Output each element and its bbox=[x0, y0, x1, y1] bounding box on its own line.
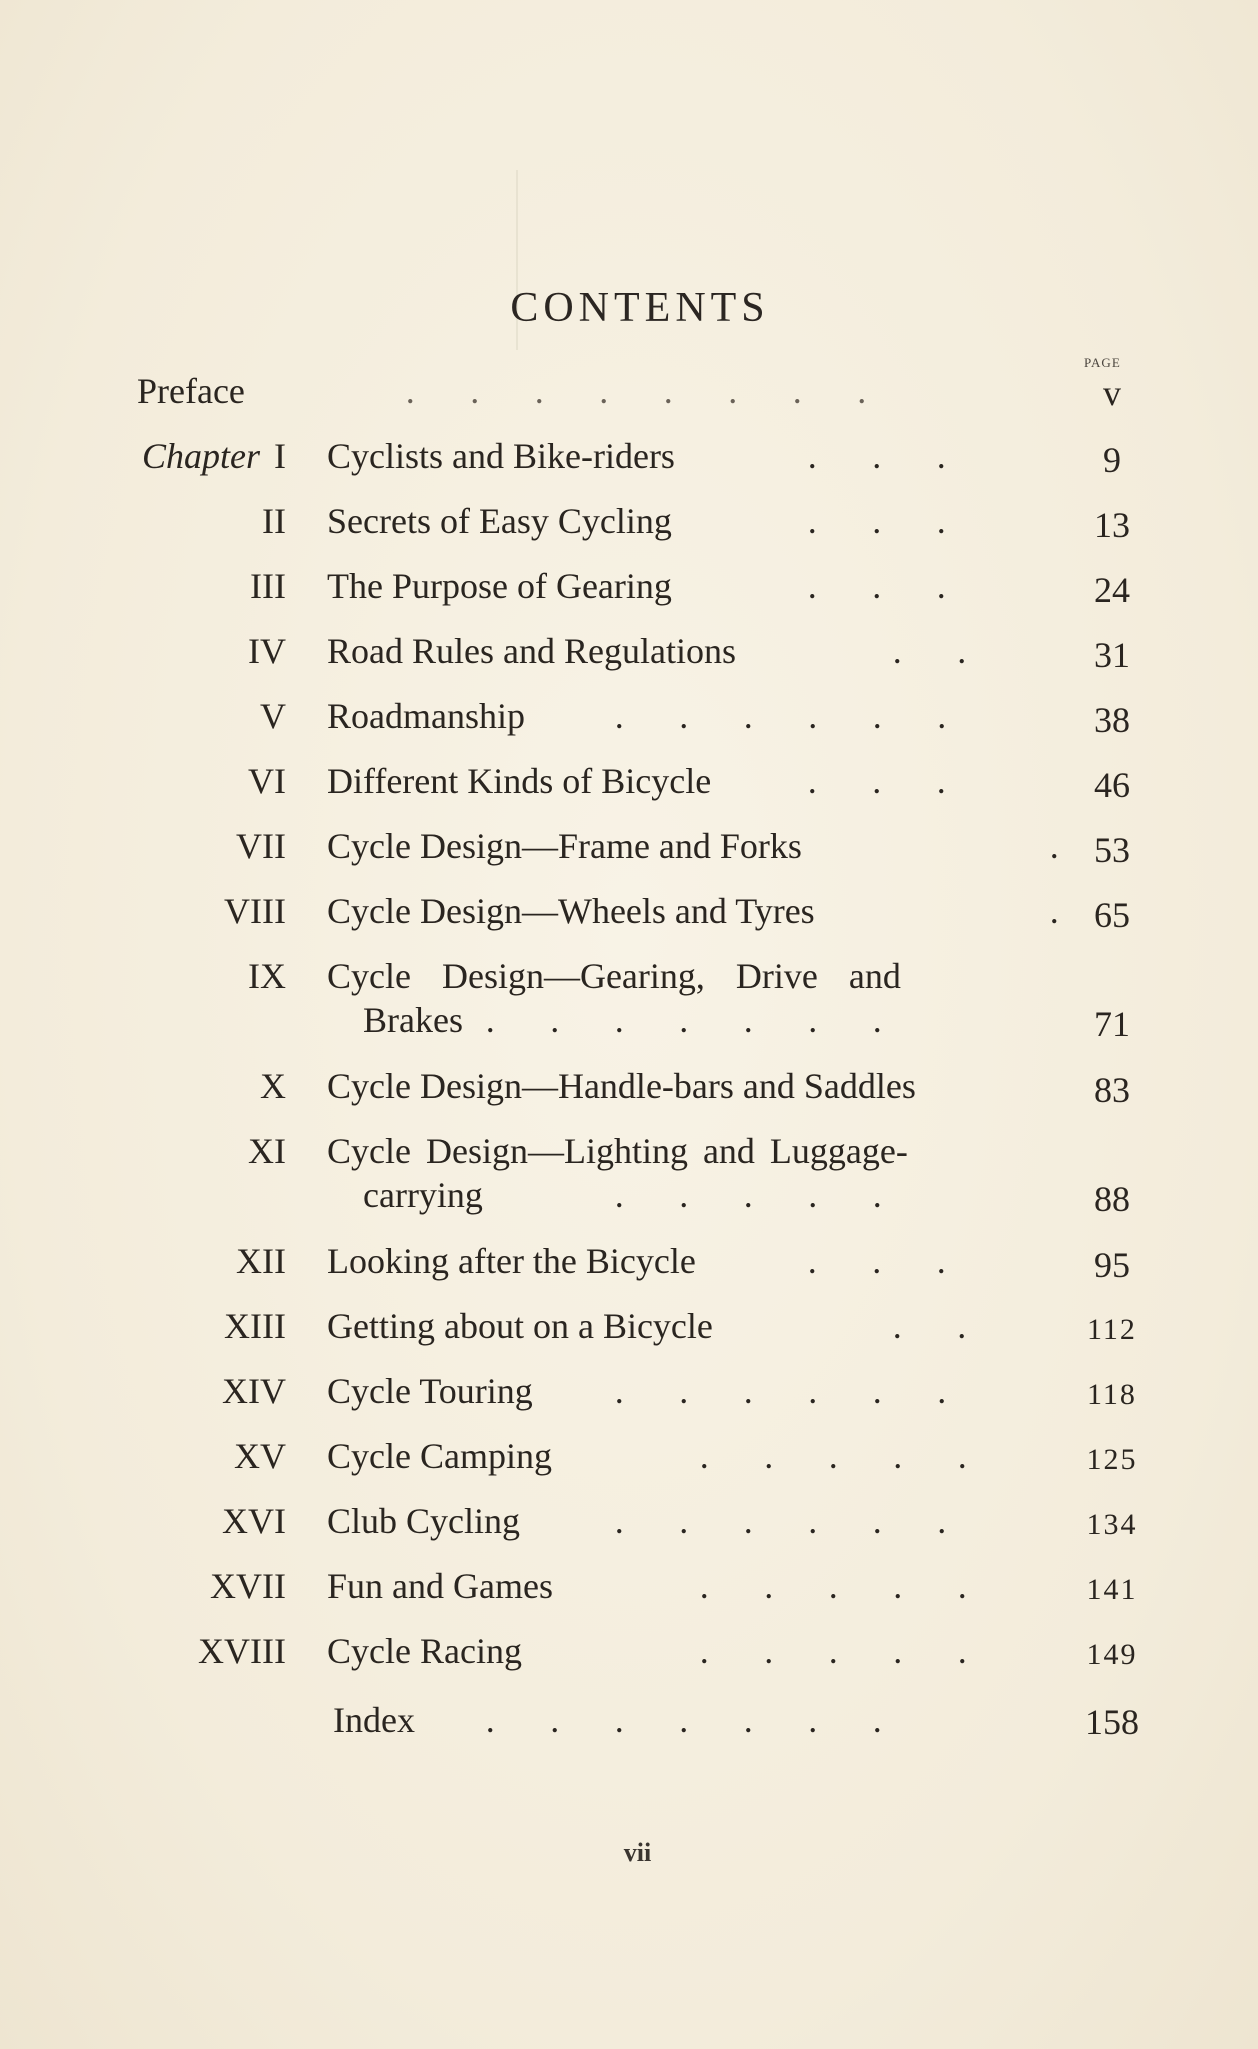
toc-page-number: 149 bbox=[1086, 1638, 1138, 1671]
leader-dots: . . . bbox=[807, 566, 946, 606]
chapter-roman-numeral: XV bbox=[234, 1436, 286, 1476]
leader-dots: . bbox=[1049, 891, 1059, 931]
toc-page-number: 141 bbox=[1086, 1573, 1138, 1606]
toc-page-number: 65 bbox=[1094, 895, 1130, 935]
chapter-roman-numeral: II bbox=[262, 501, 286, 541]
chapter-title: Cycle Camping bbox=[327, 1436, 552, 1476]
chapter-roman-numeral: VII bbox=[236, 826, 286, 866]
chapter-number bbox=[224, 1304, 286, 1348]
leader-dots: . bbox=[1049, 826, 1059, 866]
leader-dots: . . . . . . bbox=[614, 1371, 947, 1411]
chapter-number bbox=[236, 1239, 286, 1283]
leader-dots: . . . . . bbox=[614, 1175, 882, 1215]
chapter-number bbox=[260, 694, 286, 738]
toc-page-number: 9 bbox=[1103, 440, 1121, 480]
chapter-title-continued: carrying bbox=[363, 1175, 483, 1215]
chapter-title: Getting about on a Bicycle bbox=[327, 1306, 713, 1346]
chapter-title: Cycle Design—Handle-bars and Saddles bbox=[327, 1066, 916, 1106]
leader-dots: . . . . . . . bbox=[485, 1700, 882, 1740]
toc-page-number: 83 bbox=[1094, 1070, 1130, 1110]
toc-page-number: 31 bbox=[1094, 635, 1130, 675]
chapter-title: Cycle Design—Lighting and Luggage- bbox=[327, 1131, 908, 1171]
chapter-number bbox=[236, 824, 286, 868]
leader-dots: . . . . . . . bbox=[485, 1000, 882, 1040]
chapter-roman-numeral: I bbox=[274, 436, 286, 476]
chapter-title: Cycle Racing bbox=[327, 1631, 522, 1671]
toc-page-number: 95 bbox=[1094, 1245, 1130, 1285]
leader-dots: . . bbox=[892, 631, 967, 671]
chapter-roman-numeral: XIII bbox=[224, 1306, 286, 1346]
page-title: CONTENTS bbox=[510, 285, 770, 331]
chapter-roman-numeral: XVI bbox=[222, 1501, 286, 1541]
index-label: Index bbox=[333, 1700, 415, 1740]
toc-page-number: 53 bbox=[1094, 830, 1130, 870]
leader-dots: . . . bbox=[807, 501, 946, 541]
chapter-number bbox=[260, 1064, 286, 1108]
toc-page-number: 13 bbox=[1094, 505, 1130, 545]
leader-dots: . . . bbox=[807, 436, 946, 476]
page-column-label: PAGE bbox=[1084, 355, 1121, 370]
footer-page-number: vii bbox=[623, 1838, 652, 1867]
chapter-roman-numeral: IX bbox=[248, 956, 286, 996]
chapter-number bbox=[142, 434, 286, 478]
chapter-roman-numeral: X bbox=[260, 1066, 286, 1106]
chapter-title: Club Cycling bbox=[327, 1501, 521, 1541]
chapter-title: Fun and Games bbox=[327, 1566, 553, 1606]
chapter-title: Road Rules and Regulations bbox=[327, 631, 736, 671]
chapter-number bbox=[210, 1564, 286, 1608]
chapter-roman-numeral: XVIII bbox=[198, 1631, 286, 1671]
chapter-title: Roadmanship bbox=[327, 696, 525, 736]
chapter-title: The Purpose of Gearing bbox=[327, 566, 672, 606]
chapter-title: Looking after the Bicycle bbox=[327, 1241, 696, 1281]
chapter-title: Different Kinds of Bicycle bbox=[327, 761, 712, 801]
chapter-title: Cyclists and Bike-riders bbox=[327, 436, 675, 476]
toc-page-number: v bbox=[1103, 373, 1121, 413]
chapter-title: Cycle Touring bbox=[327, 1371, 533, 1411]
chapter-number bbox=[222, 1369, 286, 1413]
chapter-word: Chapter bbox=[141, 436, 260, 476]
toc-page-number: 24 bbox=[1094, 570, 1130, 610]
leader-dots: . . . bbox=[807, 1241, 946, 1281]
chapter-number bbox=[248, 1129, 286, 1173]
chapter-roman-numeral: V bbox=[260, 696, 286, 736]
toc-page-number: 88 bbox=[1094, 1179, 1130, 1219]
toc-page-number: 46 bbox=[1094, 765, 1130, 805]
preface-label: Preface bbox=[137, 371, 245, 411]
leader-dots: . . . . . . bbox=[614, 1501, 947, 1541]
toc-page-number: 71 bbox=[1094, 1004, 1130, 1044]
chapter-title: Cycle Design—Gearing, Drive and bbox=[327, 956, 901, 996]
chapter-number bbox=[248, 759, 286, 803]
chapter-title: Cycle Design—Frame and Forks bbox=[327, 826, 802, 866]
chapter-title: Cycle Design—Wheels and Tyres bbox=[327, 891, 815, 931]
chapter-roman-numeral: VI bbox=[248, 761, 286, 801]
leader-dots: . . bbox=[892, 1306, 967, 1346]
chapter-roman-numeral: III bbox=[250, 566, 286, 606]
chapter-number bbox=[224, 889, 286, 933]
toc-page-number: 38 bbox=[1094, 700, 1130, 740]
chapter-roman-numeral: XIV bbox=[222, 1371, 286, 1411]
chapter-title-continued: Brakes bbox=[363, 1000, 463, 1040]
chapter-number bbox=[250, 564, 286, 608]
chapter-number bbox=[234, 1434, 286, 1478]
chapter-roman-numeral: VIII bbox=[224, 891, 286, 931]
chapter-number bbox=[248, 629, 286, 673]
toc-page-number: 118 bbox=[1087, 1378, 1137, 1411]
chapter-number bbox=[248, 954, 286, 998]
chapter-roman-numeral: XI bbox=[248, 1131, 286, 1171]
chapter-roman-numeral: IV bbox=[248, 631, 286, 671]
toc-page-number: 134 bbox=[1086, 1508, 1138, 1541]
leader-dots: . . . . . bbox=[699, 1631, 967, 1671]
leader-dots: . . . . . . bbox=[614, 696, 947, 736]
chapter-number bbox=[222, 1499, 286, 1543]
chapter-roman-numeral: XII bbox=[236, 1241, 286, 1281]
leader-dots: . . . . . . . . bbox=[405, 371, 867, 411]
toc-page-number: 158 bbox=[1085, 1702, 1139, 1742]
leader-dots: . . . bbox=[807, 761, 946, 801]
toc-page-number: 125 bbox=[1086, 1443, 1138, 1476]
chapter-title: Secrets of Easy Cycling bbox=[327, 501, 672, 541]
toc-page-number: 112 bbox=[1087, 1313, 1137, 1346]
leader-dots: . . . . . bbox=[699, 1436, 967, 1476]
chapter-number bbox=[262, 499, 286, 543]
chapter-roman-numeral: XVII bbox=[210, 1566, 286, 1606]
chapter-number bbox=[198, 1629, 286, 1673]
leader-dots: . . . . . bbox=[699, 1566, 967, 1606]
